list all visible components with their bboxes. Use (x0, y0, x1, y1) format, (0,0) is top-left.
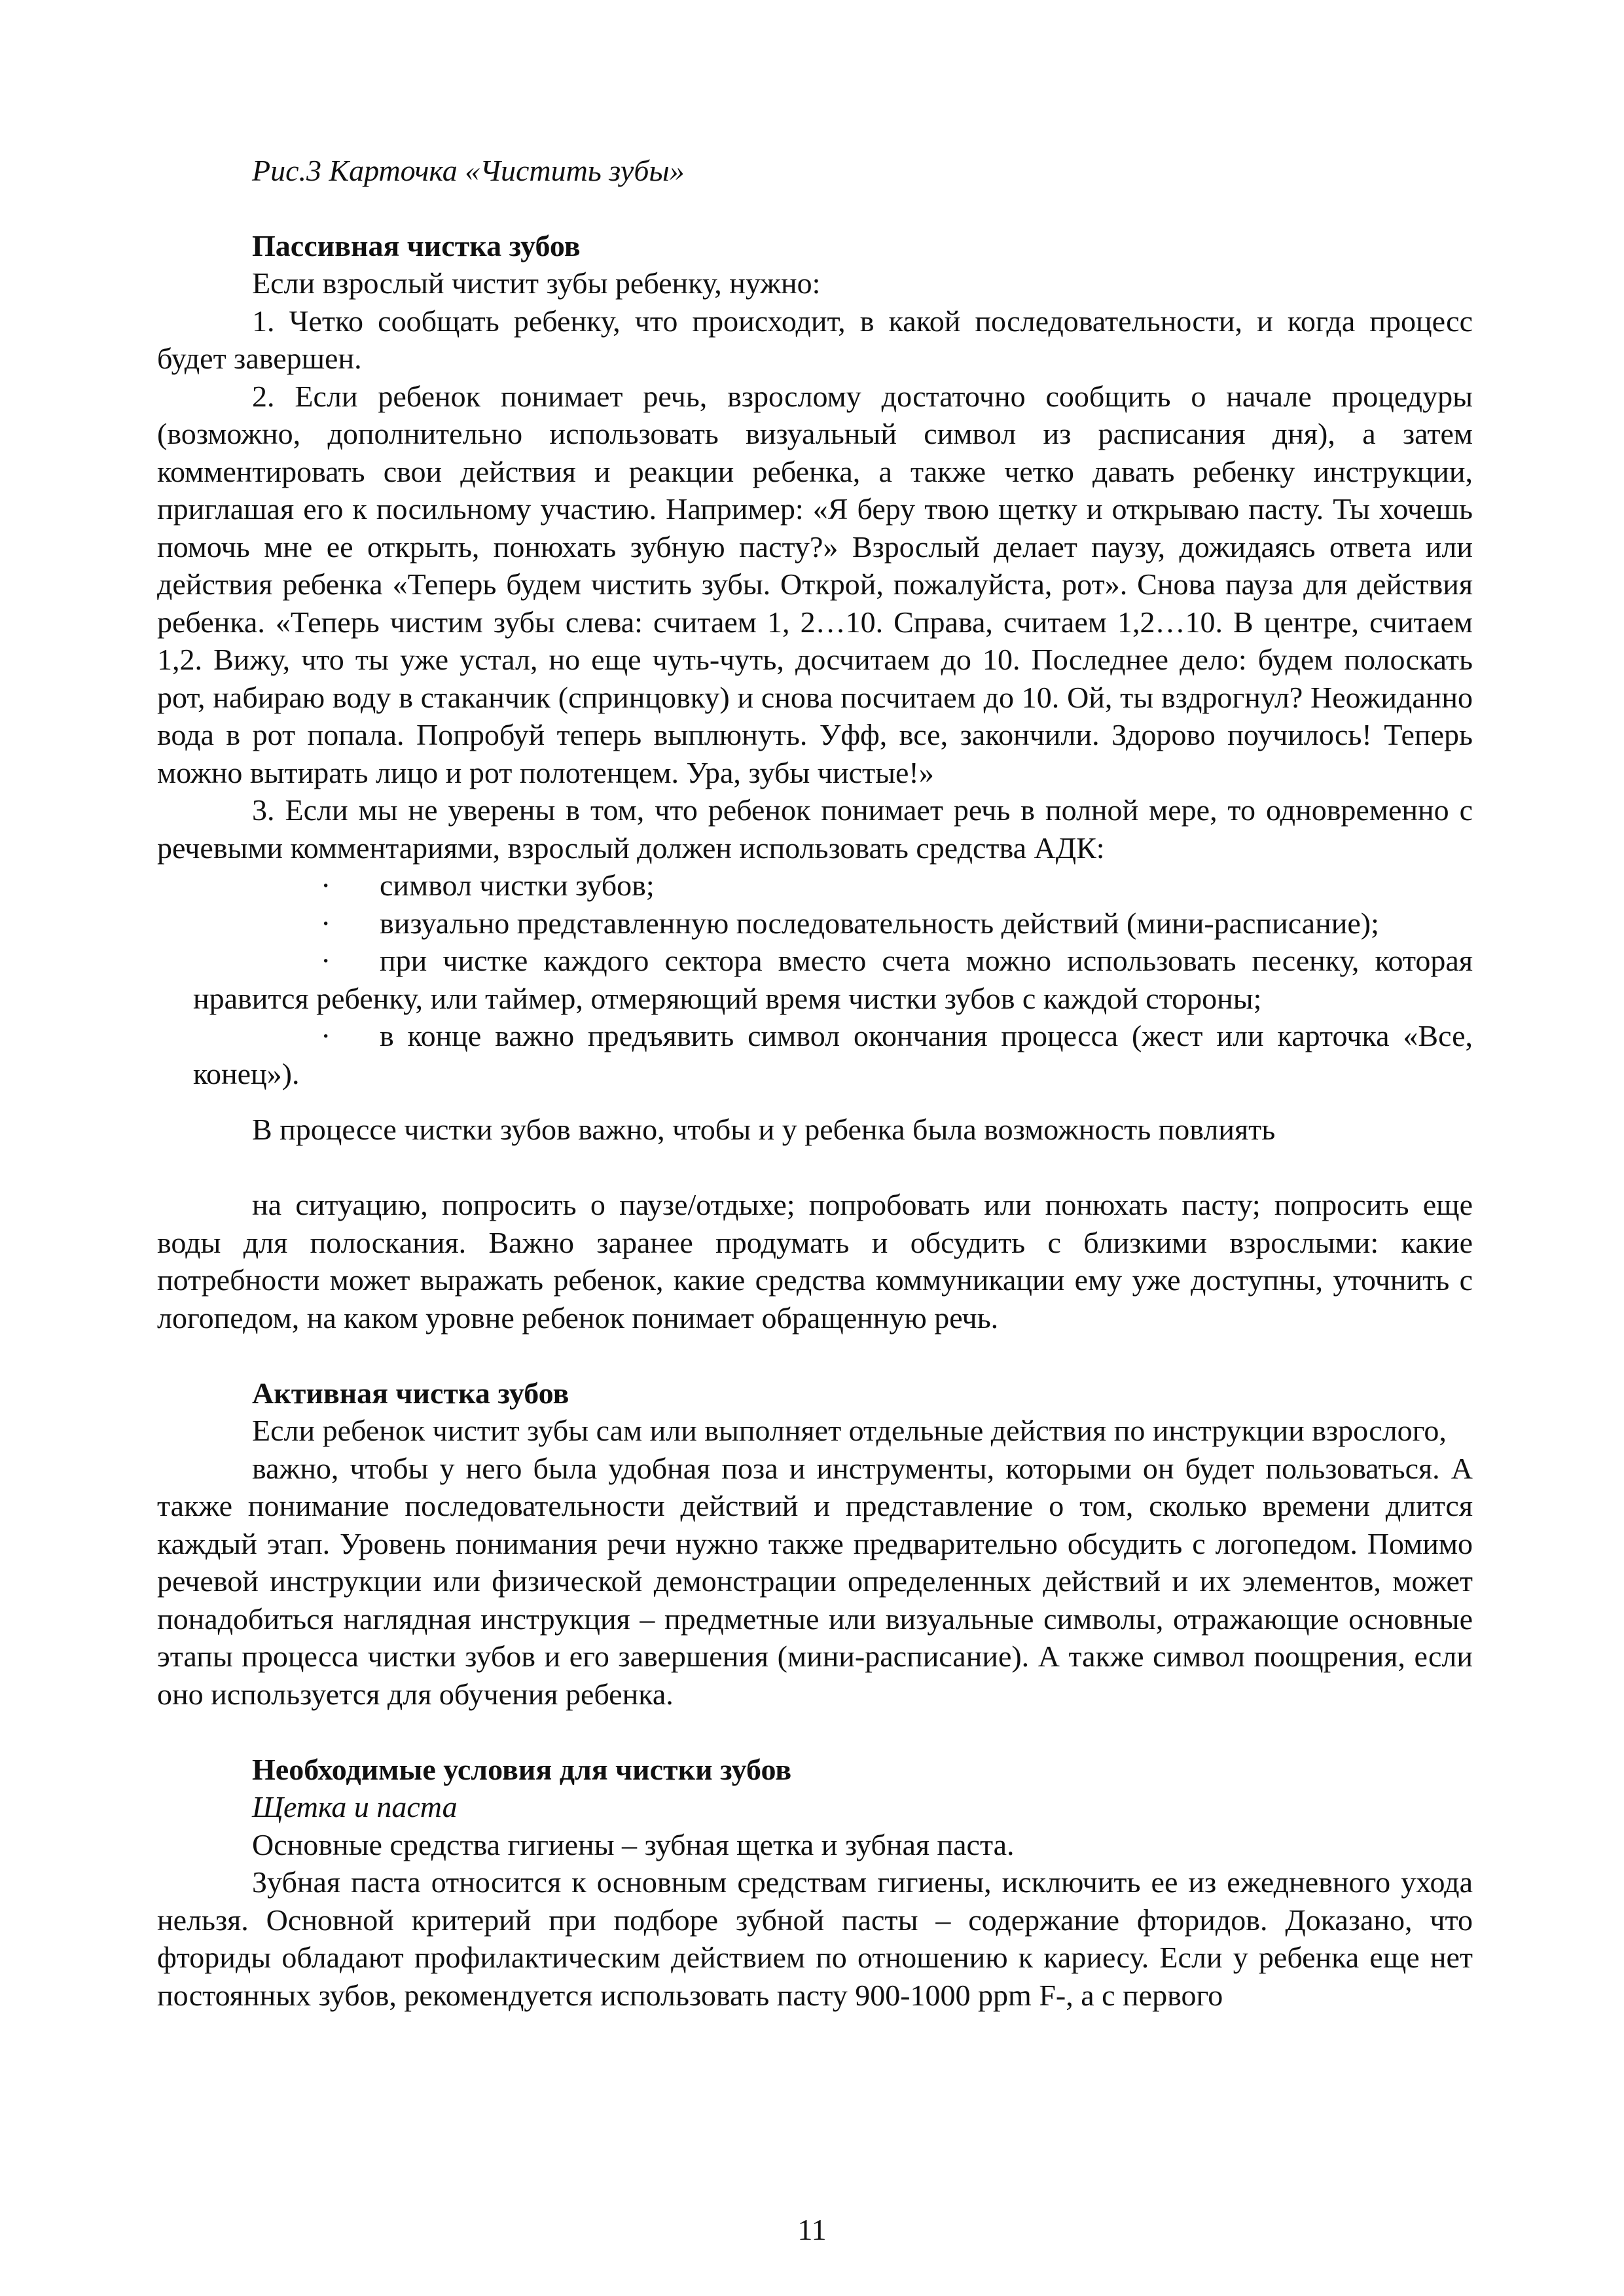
subheading-brush-paste: Щетка и паста (252, 1790, 458, 1823)
figure-caption: Рис.3 Карточка «Чистить зубы» (252, 154, 685, 187)
paragraph: 2. Если ребенок понимает речь, взрослому достаточно сообщить о начале процедуры (возможно, дополнительно использовать визуальный символ из расписания дня), а затем комментировать свои действия и реакции ребенка, а также четко давать ребенку инструкции, приглашая его к посильному участию. Например: «Я беру твою щетку и открываю пасту. Ты хочешь помочь мне ее открыть, понюхать зубную пасту?» Взрослый делает паузу, дожидаясь ответа или действия ребенка «Теперь будем чистить зубы. Открой, пожалуйста, рот». Снова пауза для действия ребенка. «Теперь чистим зубы слева: считаем 1, 2…10. Справа, считаем 1,2…10. В центре, считаем 1,2. Вижу, что ты уже устал, но еще чуть-чуть, досчитаем до 10. Последнее дело: будем полоскать рот, набираю воду в стаканчик (спринцовку) и снова посчитаем до 10. Ой, ты вздрогнул? Неожиданно вода в рот попала. Попробуй теперь выплюнуть. Уфф, все, закончили. Здорово поучилось! Теперь можно вытирать лицо и рот полотенцем. Ура, зубы чистые!» (157, 379, 1473, 789)
paragraph: 1. Четко сообщать ребенку, что происходит, в какой последовательности, и когда процесс будет завершен. (157, 304, 1473, 375)
paragraph: Если взрослый чистит зубы ребенку, нужно: (252, 266, 821, 300)
list-item (157, 867, 1473, 905)
paragraph: Зубная паста относится к основным средствам гигиены, исключить ее из ежедневного ухода нельзя. Основной критерий при подборе зубной пасты – содержание фторидов. Доказано, что фториды обладают профилактическим действием по отношению к кариесу. Если у ребенка еще нет постоянных зубов, рекомендуется использовать пасту 900-1000 ppm F-, а с первого (157, 1865, 1473, 2012)
paragraph: важно, чтобы у него была удобная поза и инструменты, которыми он будет пользоваться. А также понимание последовательности действий и представление о том, сколько времени длится каждый этап. Уровень понимания речи нужно также предварительно обсудить с логопедом. Помимо речевой инструкции или физической демонстрации определенных действий и их элементов, может понадобиться наглядная инструкция – предметные или визуальные символы, отражающие основные этапы процесса чистки зубов и его завершения (мини-расписание). А также символ поощрения, если оно используется для обучения ребенка. (157, 1451, 1473, 1711)
page-number: 11 (797, 2213, 827, 2246)
paragraph: В процессе чистки зубов важно, чтобы и у ребенка была возможность повлиять (252, 1113, 1276, 1146)
paragraph: Если ребенок чистит зубы сам или выполняет отдельные действия по инструкции взрослого, (252, 1414, 1447, 1447)
list-item-text: при чистке каждого сектора вместо счета можно использовать песенку, которая нравится ребенку, или таймер, отмеряющий время чистки зубов с каждой стороны; (193, 944, 1473, 1015)
paragraph: 3. Если мы не уверены в том, что ребенок понимает речь в полной мере, то одновременно с речевыми комментариями, взрослый должен использовать средства АДК: (157, 793, 1473, 865)
list-item-text: в конце важно предъявить символ окончания процесса (жест или карточка «Все, конец»). (193, 1019, 1473, 1090)
bullet-glyph: · (321, 869, 331, 902)
bullet-glyph: · (321, 944, 331, 977)
list-item (157, 1017, 1473, 1092)
list-item (157, 942, 1473, 1017)
section-heading-active: Активная чистка зубов (252, 1376, 569, 1410)
list-item (157, 905, 1473, 942)
list-item-text: визуально представленную последовательность действий (мини-расписание); (380, 906, 1379, 940)
bullet-glyph: · (321, 1019, 331, 1052)
bullet-list (157, 867, 1473, 1092)
section-heading-passive: Пассивная чистка зубов (252, 228, 581, 262)
list-item-text: символ чистки зубов; (380, 869, 655, 902)
bullet-glyph: · (321, 906, 331, 940)
section-heading-conditions: Необходимые условия для чистки зубов (252, 1752, 792, 1786)
paragraph: на ситуацию, попросить о паузе/отдыхе; попробовать или понюхать пасту; попросить еще воды для полоскания. Важно заранее продумать и обсудить с близкими взрослыми: какие потребности может выражать ребенок, какие средства коммуникации ему уже доступны, уточнить с логопедом, на каком уровне ребенок понимает обращенную речь. (157, 1188, 1473, 1335)
text-column (157, 152, 1473, 2014)
paragraph: Основные средства гигиены – зубная щетка и зубная паста. (252, 1827, 1015, 1861)
